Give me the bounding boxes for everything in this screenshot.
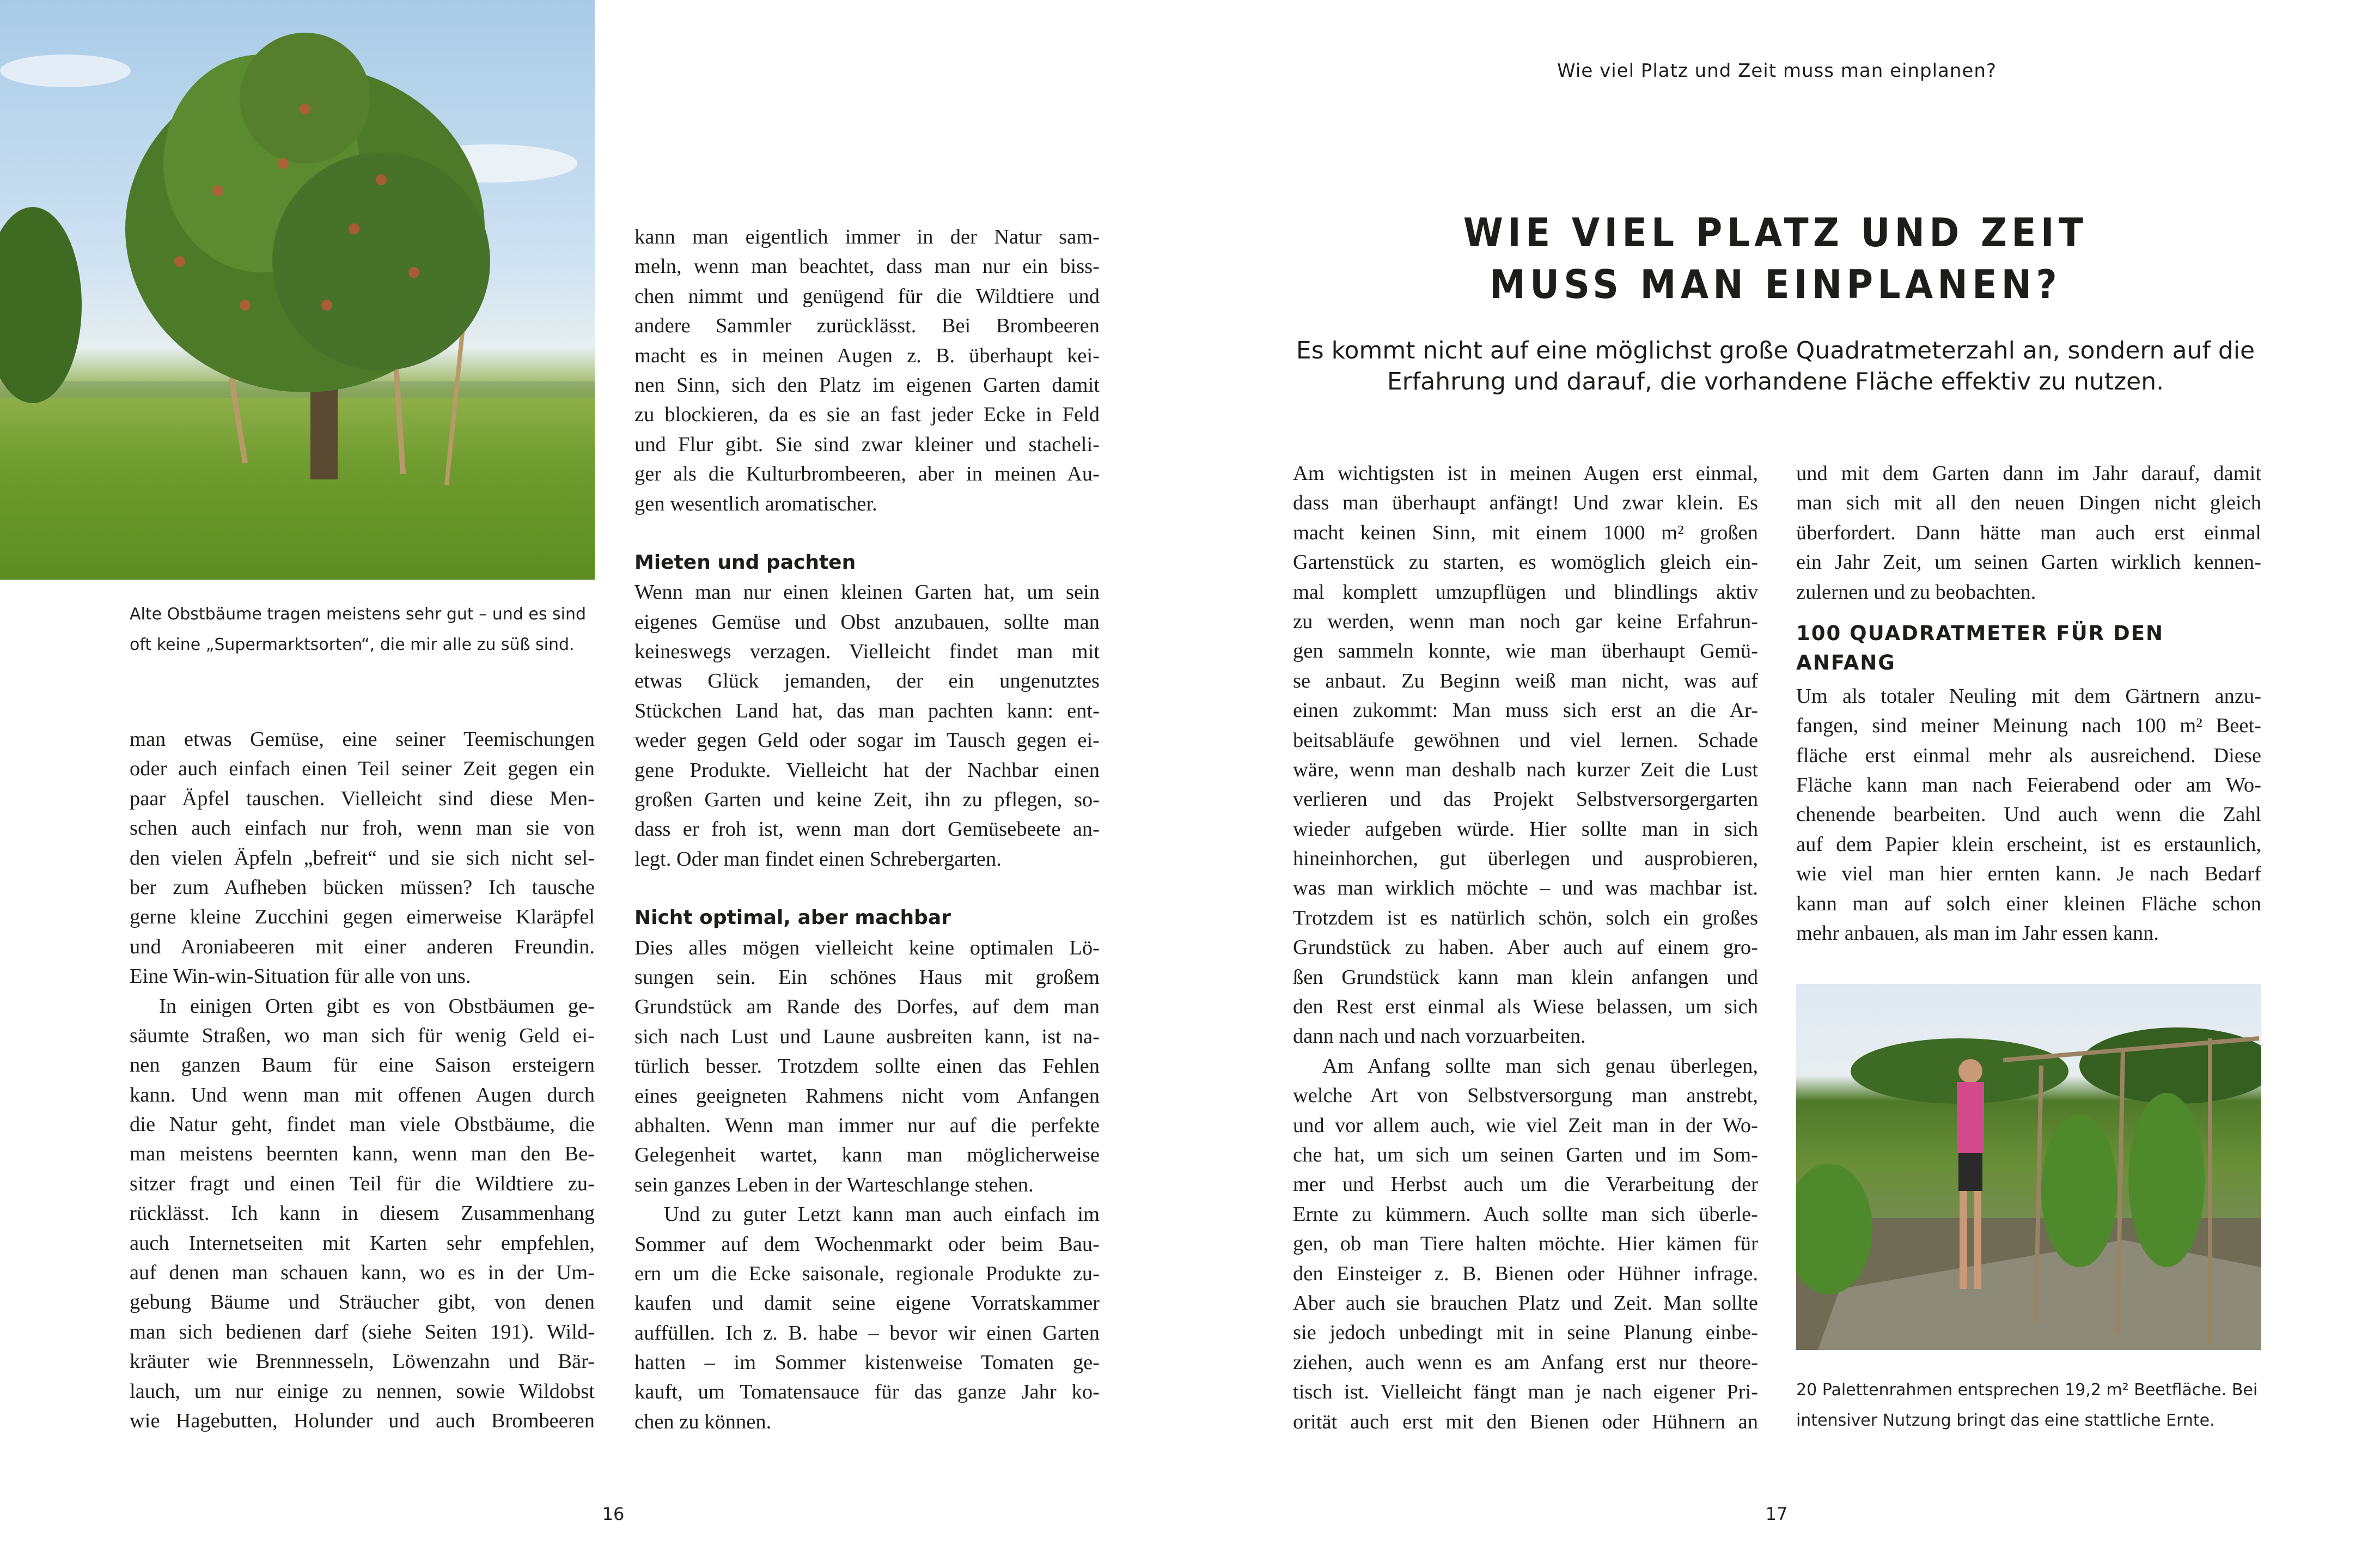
text-line: mer und Herbst auch um die Verarbeitung der [1293,1173,1758,1196]
text-line: lauch, um nur einige zu nennen, sowie Wildobst [130,1379,595,1403]
text-line: ger als die Kulturbrombeeren, aber in meinen Au- [634,463,1100,486]
page-title [1325,207,2226,311]
subtitle-line: Erfahrung und darauf, die vorhandene Fläche effektiv zu nutzen. [1387,368,2164,396]
text-line: ziehen, auch wenn es am Anfang erst nur theore- [1293,1351,1758,1374]
text-line: ßen Grundstück kann man klein anfangen und [1293,965,1758,989]
text-line: Am wichtigsten ist in meinen Augen erst einmal, [1293,462,1758,485]
text-line: etwas Glück jemanden, der ein ungenutztes [634,670,1100,693]
text-line: andere Sammler zurücklässt. Bei Brombeeren [634,314,1100,338]
caption-line: Alte Obstbäume tragen meistens sehr gut – und es sind [130,605,587,624]
caption-line: intensiver Nutzung bringt das eine stattliche Ernte. [1796,1411,2215,1430]
text-line: Am Anfang sollte man sich genau überlegen, [1322,1054,1758,1078]
text-line: auch Internetseiten mit Karten sehr empfehlen, [130,1231,595,1255]
text-line: dass er froh ist, wenn man dort Gemüsebeete an- [634,818,1100,841]
text-line: rücklässt. Ich kann in diesem Zusammenhang [130,1202,595,1225]
text-line: chenende bearbeiten. Und auch wenn die Zahl [1796,803,2261,826]
caption-line: oft keine „Supermarktsorten“, die mir alle zu süß sind. [130,635,575,654]
text-line: mehr anbauen, als man im Jahr essen kann. [1796,921,2159,945]
text-line: türlich besser. Trotzdem sollte einen das Fehlen [634,1055,1100,1078]
text-line: gene Produkte. Vielleicht hat der Nachbar einen [634,758,1100,782]
text-line: macht es in meinen Augen z. B. überhaupt kei- [634,344,1100,367]
text-line: dann nach und nach vorzuarbeiten. [1293,1025,1586,1048]
text-line: man sich bedienen darf (siehe Seiten 191). Wild- [130,1320,595,1343]
text-line: zu werden, wenn man noch gar keine Erfahrun- [1293,610,1758,633]
text-line: einen zukommt: Man muss sich erst an die Ar- [1293,699,1758,722]
text-line: Um als totaler Neuling mit dem Gärtnern anzu- [1796,684,2261,708]
text-line: Fläche kann man nach Feierabend oder am Wo- [1796,773,2261,796]
text-line: paar Äpfel tauschen. Vielleicht sind diese Men- [130,787,595,810]
text-line: ber zum Aufheben bücken müssen? Ich tausche [130,875,595,899]
paragraph [634,222,1100,519]
text-line: den vielen Äpfeln „befreit“ und sie sich nicht sel- [130,846,595,869]
garden-illustration [1796,984,2261,1350]
garden-beds-photo [1796,984,2261,1350]
text-line: hatten – im Sommer kistenweise Tomaten ge- [634,1351,1100,1374]
text-line: welche Art von Selbstversorgung man anstrebt, [1293,1084,1758,1108]
text-line: Ernte zu kümmern. Auch sollte man sich überle- [1293,1202,1758,1226]
paragraph [634,933,1100,1200]
text-line: zulernen und zu beobachten. [1796,580,2036,604]
text-line: sich nach Lust und Laune ausbreiten kann, ist na- [634,1025,1100,1048]
text-line: nen Sinn, sich den Platz im eigenen Garten damit [634,373,1100,397]
text-line: kauft, um Tomatensauce für das ganze Jahr ko- [634,1380,1100,1404]
text-line: meln, wenn man beachtet, dass man nur ein biss- [634,255,1100,278]
text-line: kaufen und damit seine eigene Vorratskammer [634,1292,1100,1315]
text-line: auf denen man schauen kann, wo es in der Um- [130,1261,595,1285]
text-line: Dies alles mögen vielleicht keine optimalen Lö- [634,936,1100,959]
text-line: gen sammeln konnte, wie man überhaupt Gemü- [1293,640,1758,663]
text-line: gen wesentlich aromatischer. [634,492,877,515]
paragraph [1293,1051,1758,1437]
left-page-column-1 [130,725,595,1436]
text-line: und mit dem Garten dann im Jahr darauf, damit [1796,462,2261,485]
text-line: man sich mit all den neuen Dingen nicht gleich [1796,491,2261,515]
text-line: wie Hagebutten, Holunder und auch Brombeeren [130,1409,595,1432]
photo-caption-right [1796,1375,2257,1436]
text-line: sein ganzes Leben in der Warteschlange stehen. [634,1173,1034,1196]
text-line: sungen sein. Ein schönes Haus mit großem [634,966,1100,989]
text-line: Grundstück zu haben. Aber auch auf einem gro- [1293,936,1758,959]
text-line: säumte Straßen, wo man sich für wenig Geld ei- [130,1024,595,1047]
text-line: fläche erst einmal mehr als ausreichend. Diese [1796,744,2261,767]
text-line: wie viel man hier ernten kann. Je nach Bedarf [1796,862,2261,886]
text-line: Eine Win-win-Situation für alle von uns. [130,965,471,988]
text-line: Gelegenheit wartet, kann man möglicherweise [634,1144,1100,1167]
text-line: Grundstück am Rande des Dorfes, auf dem man [634,995,1100,1019]
text-line: eigenes Gemüse und Obst anzubauen, sollte man [634,610,1100,634]
text-line: macht keinen Sinn, mit einem 1000 m² großen [1293,521,1758,544]
right-page-column-2 [1796,459,2261,948]
text-line: und Aroniabeeren mit einer anderen Freundin. [130,935,595,958]
text-line: schen auch einfach nur froh, wenn man sie von [130,817,595,840]
photo-caption-left [130,599,586,660]
section-heading: 100 QUADRATMETER FÜR DEN ANFANG [1796,621,2164,675]
text-line: kann. Und wenn man mit offenen Augen durch [130,1083,595,1106]
paragraph [130,992,595,1436]
text-line: eines geeigneten Rahmens nicht vom Anfangen [634,1084,1100,1108]
paragraph [1796,459,2261,607]
text-line: abhalten. Wenn man immer nur auf die perfekte [634,1114,1100,1137]
text-line: In einigen Orten gibt es von Obstbäumen ge- [159,994,595,1018]
text-line: gebung Bäume und Sträucher gibt, von denen [130,1291,595,1314]
text-line: Sommer auf dem Wochenmarkt oder beim Bau- [634,1232,1100,1256]
text-line: se anbaut. Zu Beginn weiß man nicht, was auf [1293,669,1758,692]
text-line: sitzer fragt und einen Teil für die Wildtiere zu- [130,1172,595,1195]
text-line: auffüllen. Ich z. B. habe – bevor wir einen Garten [634,1321,1100,1345]
text-line: großen Garten und keine Zeit, ihn zu pflegen, so- [634,788,1100,812]
text-line: den Einsteiger z. B. Bienen oder Hühner infrage. [1293,1262,1758,1285]
text-line: die Natur geht, findet man viele Obstbäume, die [130,1113,595,1136]
text-line: verlieren und das Projekt Selbstversorgergarten [1293,788,1758,811]
text-line: dass man überhaupt anfängt! Und zwar klein. Es [1293,491,1758,515]
text-line: gerne kleine Zucchini gegen eimerweise Klaräpfel [130,905,595,929]
text-line: den Rest erst einmal als Wiese belassen, um sich [1293,995,1758,1019]
text-line: fangen, sind meiner Meinung nach 100 m² Beet- [1796,714,2261,738]
paragraph [1293,459,1758,1051]
title-line: WIE VIEL PLATZ UND ZEIT [1463,210,2088,256]
text-line: Stückchen Land hat, das man pachten kann: ent- [634,699,1100,722]
text-line: Aber auch sie brauchen Platz und Zeit. Man sollte [1293,1291,1758,1315]
text-line: gen, ob man Tiere halten möchte. Hier kämen für [1293,1232,1758,1256]
text-line: mal komplett umzupflügen und blindlings aktiv [1293,580,1758,604]
text-line: nen ganzen Baum für eine Saison ersteigern [130,1054,595,1077]
text-line: hineinhorchen, gut überlegen und ausprobieren, [1293,847,1758,871]
subtitle-line: Es kommt nicht auf eine möglichst große Quadratmeterzahl an, sondern auf die [1296,337,2255,364]
paragraph [1796,682,2261,948]
text-line: Und zu guter Letzt kann man auch einfach im [664,1203,1100,1226]
text-line: und Flur gibt. Sie sind zwar kleiner und stacheli- [634,433,1100,456]
text-line: kann man auf solch einer kleinen Fläche schon [1796,892,2261,915]
text-line: beitsabläufe gewöhnen und viel lernen. Schade [1293,728,1758,752]
text-line: überfordert. Dann hätte man auch erst einmal [1796,521,2261,544]
text-line: und vor allem auch, wie viel Zeit man in der Wo- [1293,1114,1758,1137]
text-line: auf dem Papier klein erscheint, ist es erstaunlich, [1796,832,2261,856]
text-line: ern um die Ecke saisonale, regionale Produkte zu- [634,1262,1100,1285]
running-header: Wie viel Platz und Zeit muss man einplanen? [1557,60,1997,82]
section-heading: Mieten und pachten [634,551,856,574]
title-line: MUSS MAN EINPLANEN? [1489,261,2062,307]
apple-tree-photo [0,0,595,580]
text-line: oder auch einfach einen Teil seiner Zeit gegen ein [130,757,595,781]
text-line: Trotzdem ist es natürlich schön, solch ein großes [1293,906,1758,929]
apple-tree-illustration [0,0,595,580]
text-line: man etwas Gemüse, eine seiner Teemischungen [130,728,595,751]
text-line: orität auch erst mit den Bienen oder Hühnern an [1293,1410,1758,1433]
text-line: wäre, wenn man deshalb nach kurzer Zeit die Lust [1293,758,1758,781]
right-page-column-1 [1293,459,1758,1437]
text-line: weder gegen Geld oder sogar im Tausch gegen ei- [634,729,1100,752]
text-line: keineswegs verzagen. Vielleicht findet man mit [634,640,1100,664]
paragraph [634,1200,1100,1437]
text-line: chen zu können. [634,1410,772,1433]
text-line: Wenn man nur einen kleinen Garten hat, um sein [634,581,1100,604]
text-line: ein Jahr Zeit, um seinen Garten wirklich kennen- [1796,551,2261,574]
text-line: wieder aufgeben würde. Hier sollte man in sich [1293,817,1758,841]
text-line: sie jedoch unbedingt mit in seine Planung einbe- [1293,1321,1758,1345]
text-line: legt. Oder man findet einen Schrebergarten. [634,847,1002,871]
text-line: man meistens beernten kann, wenn man den Be- [130,1142,595,1166]
page-subtitle [1253,335,2298,397]
caption-line: 20 Palettenrahmen entsprechen 19,2 m² Beetfläche. Bei [1796,1380,2258,1400]
text-line: kräuter wie Brennnesseln, Löwenzahn und Bär- [130,1350,595,1373]
text-line: chen nimmt und genügend für die Wildtiere und [634,284,1100,308]
page-number-left: 16 [602,1504,625,1524]
section-heading: Nicht optimal, aber machbar [634,907,951,929]
text-line: Gartenstück zu starten, es womöglich gleich ein- [1293,551,1758,574]
left-page-column-2 [634,222,1100,1437]
text-line: che hat, um sich um seinen Garten und im Som- [1293,1143,1758,1166]
text-line: tisch ist. Vielleicht fängt man je nach eigener Pri- [1293,1380,1758,1404]
paragraph [634,577,1100,874]
text-line: was man wirklich möchte – und was machbar ist. [1293,877,1758,900]
text-line: kann man eigentlich immer in der Natur sam- [634,226,1100,248]
paragraph [130,725,595,992]
text-line: zu blockieren, da es sie an fast jeder Ecke in Feld [634,403,1100,427]
page-number-right: 17 [1765,1504,1788,1524]
